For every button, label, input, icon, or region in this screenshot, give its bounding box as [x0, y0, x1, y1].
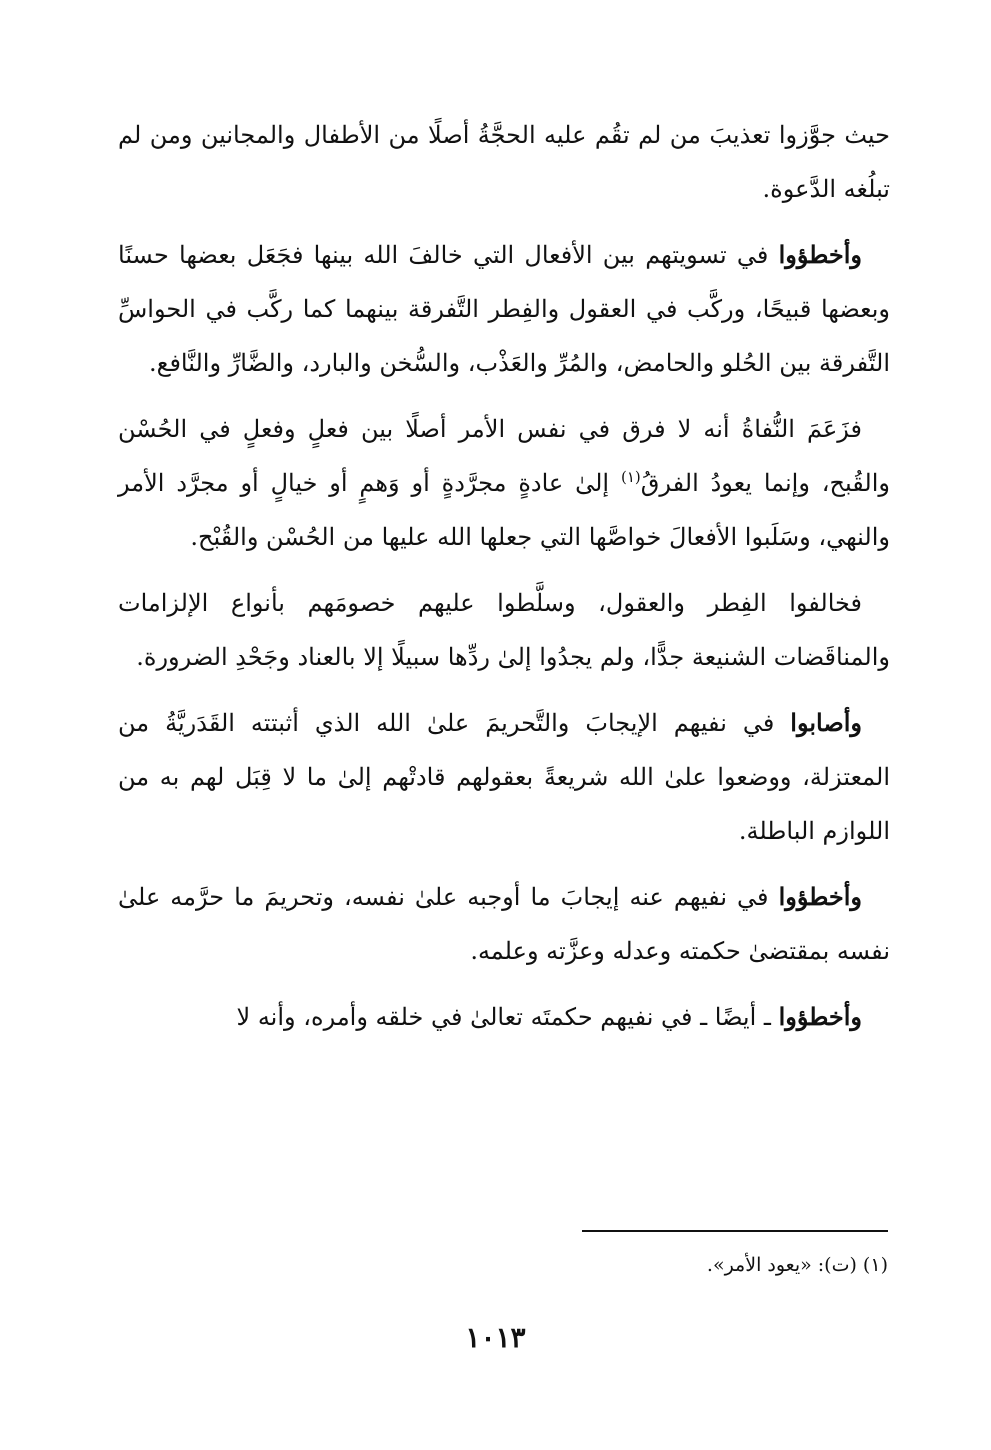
- paragraph-5-text: في نفيهم الإيجابَ والتَّحريمَ علىٰ الله الذي أثبتته القَدَريَّةُ من المعتزلة، ووضعوا علىٰ الله شريعةً بعقولهم قادتْهم إلىٰ ما لا قِبَل لهم به من اللوازم الباطلة.: [118, 709, 891, 845]
- paragraph-2-lead: وأخطؤوا: [778, 240, 862, 269]
- paragraph-7-lead: وأخطؤوا: [778, 1002, 862, 1031]
- main-text: [118, 108, 890, 1056]
- paragraph-1-text: حيث جوَّزوا تعذيبَ من لم تقُم عليه الحجَّةُ أصلًا من الأطفال والمجانين ومن لم تبلُغه الدَّعوة.: [118, 121, 890, 203]
- footnote: (١) (ت): «يعود الأمر».: [706, 1254, 888, 1276]
- paragraph-5-lead: وأصابوا: [790, 708, 862, 737]
- paragraph-3-text-before: فزَعَمَ النُّفاةُ أنه لا فرق في نفس الأمر أصلًا بين فعلٍ وفعلٍ في الحُسْن والقُبح، وإنما يعودُ الفرقُ: [118, 415, 890, 497]
- paragraph-6-lead: وأخطؤوا: [778, 882, 862, 911]
- paragraph-6-text: في نفيهم عنه إيجابَ ما أوجبه علىٰ نفسه، وتحريمَ ما حرَّمه علىٰ نفسه بمقتضىٰ حكمته وعدله وعزَّته وعلمه.: [118, 883, 890, 965]
- paragraph-5: [118, 696, 890, 858]
- paragraph-3: [118, 402, 890, 564]
- paragraph-2: [118, 228, 890, 390]
- paragraph-3-text-after: إلىٰ عادةٍ مجرَّدةٍ أو وَهمٍ أو خيالٍ أو مجرَّد الأمر والنهي، وسَلَبوا الأفعالَ خواصَّها التي جعلها الله عليها من الحُسْن والقُبْح.: [118, 469, 890, 551]
- paragraph-7: [118, 990, 890, 1044]
- paragraph-6: [118, 870, 890, 978]
- page-number: ١٠١٣: [465, 1321, 526, 1354]
- footnote-reference: (١): [620, 468, 641, 486]
- footnote-divider: [582, 1230, 888, 1232]
- paragraph-4: [118, 576, 890, 684]
- paragraph-2-text: في تسويتهم بين الأفعال التي خالفَ الله بينها فجَعَل بعضها حسنًا وبعضها قبيحًا، وركَّب في العقول والفِطر التَّفرقة بينهما كما ركَّب في الحواسِّ التَّفرقة بين الحُلو والحامض، والمُرِّ والعَذْب، والسُّخن والبارد، والضَّارِّ والنَّافع.: [118, 241, 890, 377]
- paragraph-7-text: ـ أيضًا ـ في نفيهم حكمتَه تعالىٰ في خلقه وأمره، وأنه لا: [236, 1003, 779, 1031]
- paragraph-1: [118, 108, 890, 216]
- paragraph-4-text: فخالفوا الفِطر والعقول، وسلَّطوا عليهم خصومَهم بأنواع الإلزامات والمناقَضات الشنيعة جدًّا، ولم يجدُوا إلىٰ ردِّها سبيلًا إلا بالعناد وجَحْدِ الضرورة.: [118, 589, 890, 671]
